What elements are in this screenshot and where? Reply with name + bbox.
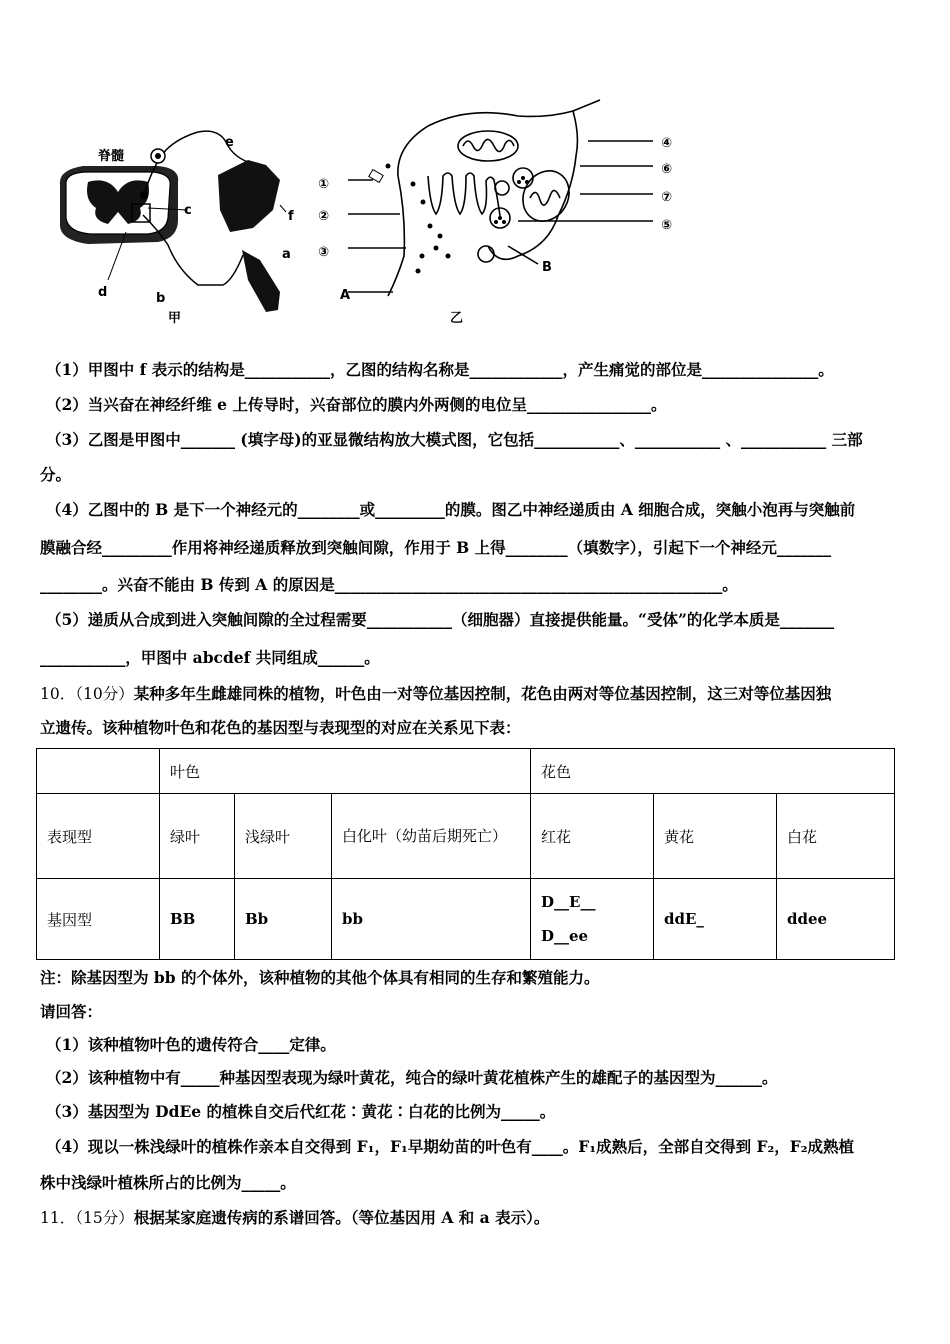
effector-f-shape	[218, 160, 280, 232]
cell-Bb: Bb	[235, 879, 332, 960]
q9-part4-cont: 膜融合经_________作用将神经递质释放到突触间隙，作用于 B 上得________（填数字），引起下一个神经元_______	[40, 538, 832, 557]
figure-yi-synapse	[318, 96, 698, 328]
q9-part5: （5）递质从合成到进入突触间隙的全过程需要___________（细胞器）直接提供能量。“受体”的化学本质是_______	[46, 610, 835, 629]
cell-green-leaf: 绿叶	[160, 794, 235, 879]
cell-ddE: ddE_	[654, 879, 777, 960]
cell-red-flower: 红花	[531, 794, 654, 879]
label-c: c	[184, 203, 192, 218]
q11-text: 根据某家庭遗传病的系谱回答。（等位基因用 A 和 a 表示）。	[133, 1208, 550, 1227]
label-n6: ⑥	[661, 162, 673, 177]
label-n7: ⑦	[661, 190, 673, 205]
label-b: b	[156, 291, 166, 306]
q10-intro-cont: 立遗传。该种植物叶色和花色的基因型与表现型的对应在关系见下表：	[40, 718, 521, 737]
q10-number: 10．（10分）	[40, 685, 134, 703]
label-d: d	[98, 285, 108, 300]
caption-jia: 甲	[168, 311, 182, 326]
label-n5: ⑤	[661, 218, 673, 233]
q10-please: 请回答：	[40, 1002, 103, 1021]
q11	[40, 1208, 900, 1228]
q9-part3-cont: 分。	[40, 465, 72, 484]
spinal-cord-section	[60, 166, 178, 244]
label-B: B	[542, 260, 552, 275]
q9-part2: （2）当兴奋在神经纤维 e 上传导时，兴奋部位的膜内外两侧的电位呈________________。	[46, 395, 667, 414]
table-header-flower: 花色	[531, 749, 895, 794]
q9-part4: （4）乙图中的 B 是下一个神经元的________或_________的膜。图乙中神经递质由 A 细胞合成，突触小泡再与突触前	[46, 500, 856, 519]
label-f: f	[288, 209, 294, 224]
cell-light-green-leaf: 浅绿叶	[235, 794, 332, 879]
table-header-leaf: 叶色	[160, 749, 531, 794]
figure-jia-reflex-arc	[48, 120, 310, 330]
genotype-phenotype-table	[36, 748, 895, 960]
table-header-blank	[37, 749, 160, 794]
q10-sub1: （1）该种植物叶色的遗传符合____定律。	[46, 1035, 336, 1054]
row-label-genotype: 基因型	[37, 879, 160, 960]
cell-bb: bb	[332, 879, 531, 960]
receptor-a-shape	[242, 250, 280, 312]
q10-sub4-cont: 株中浅绿叶植株所占的比例为_____。	[40, 1173, 296, 1192]
cell-DE: D__E__	[541, 893, 596, 911]
q10-sub2: （2）该种植物中有_____种基因型表现为绿叶黄花，纯合的绿叶黄花植株产生的雄配子的基因型为______。	[46, 1068, 778, 1087]
cell-white-flower: 白花	[777, 794, 895, 879]
q9-part3: （3）乙图是甲图中_______ (填字母)的亚显微结构放大模式图，它包括___________、___________ 、___________ 三部	[46, 430, 863, 449]
cell-ddee: ddee	[777, 879, 895, 960]
label-a: a	[282, 247, 291, 262]
q11-number: 11．（15分）	[40, 1209, 134, 1227]
cell-yellow-flower: 黄花	[654, 794, 777, 879]
q10-sub4: （4）现以一株浅绿叶的植株作亲本自交得到 F₁，F₁早期幼苗的叶色有____。F₁成熟后，全部自交得到 F₂，F₂成熟植	[46, 1137, 855, 1156]
caption-yi: 乙	[450, 311, 464, 326]
label-e: e	[225, 135, 234, 150]
label-n2: ②	[318, 209, 330, 224]
label-A: A	[340, 288, 351, 303]
q10-sub3: （3）基因型为 DdEe 的植株自交后代红花∶黄花∶白花的比例为_____。	[46, 1102, 556, 1121]
label-n1: ①	[318, 177, 330, 192]
q10-note: 注：除基因型为 bb 的个体外，该种植物的其他个体具有相同的生存和繁殖能力。	[40, 968, 600, 987]
q10-intro-text: 某种多年生雌雄同株的植物，叶色由一对等位基因控制，花色由两对等位基因控制，这三对等位基因独	[133, 684, 832, 703]
cell-albino-leaf: 白化叶（幼苗后期死亡）	[332, 794, 531, 879]
q9-part1: （1）甲图中 f 表示的结构是___________，乙图的结构名称是____________，产生痛觉的部位是_______________。	[46, 360, 834, 379]
q9-part4-cont2: ________。兴奋不能由 B 传到 A 的原因是__________________________________________________。	[40, 575, 738, 594]
q9-part5-cont: ___________，甲图中 abcdef 共同组成______。	[40, 648, 380, 667]
label-n4: ④	[661, 136, 673, 151]
cell-BB: BB	[160, 879, 235, 960]
q10-intro	[40, 684, 900, 704]
label-spinal: 脊髓	[98, 149, 125, 164]
label-n3: ③	[318, 245, 330, 260]
cell-red-genotypes	[531, 879, 654, 960]
cell-Dee: D__ee	[541, 927, 589, 945]
row-label-phenotype: 表现型	[37, 794, 160, 879]
